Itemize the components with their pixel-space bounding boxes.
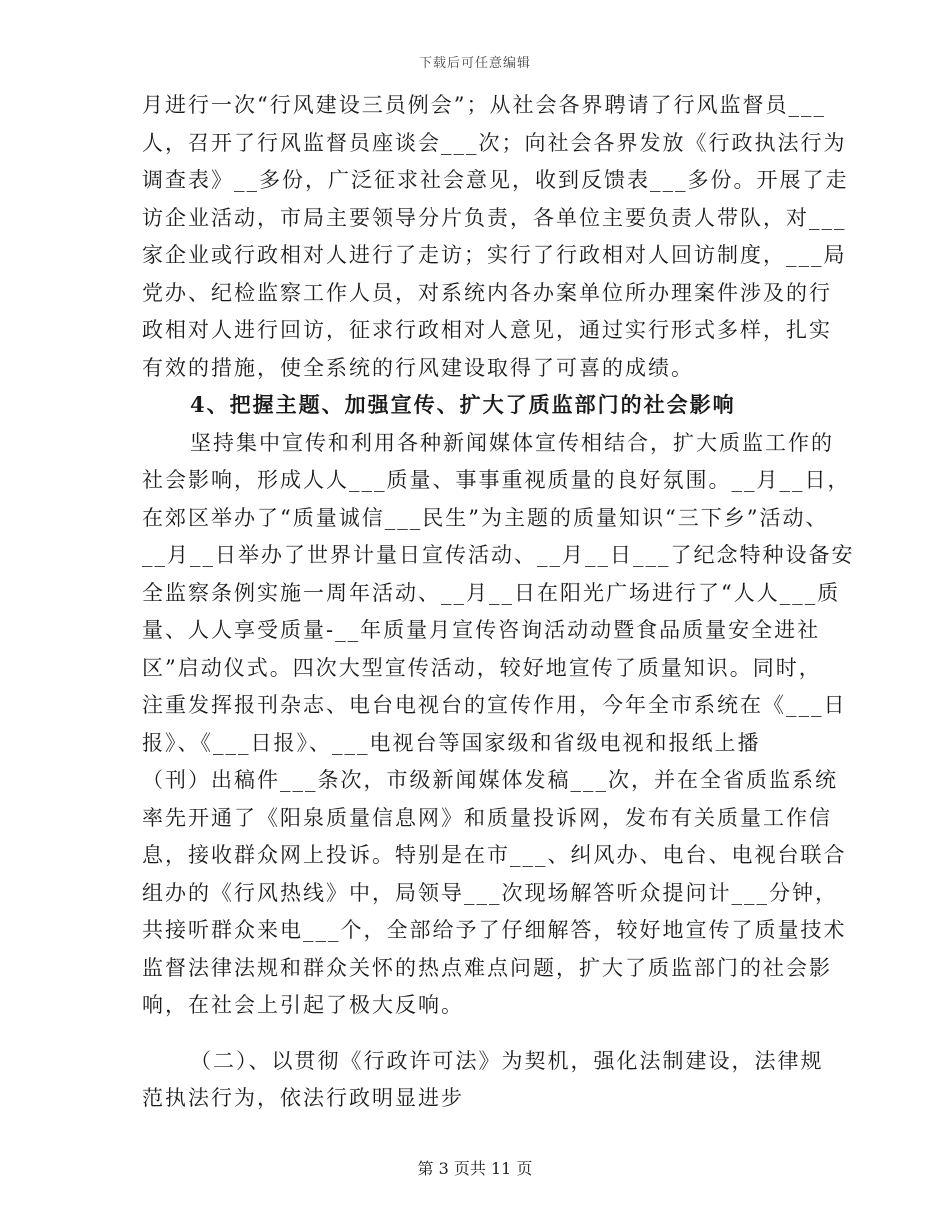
- body-line: 范执法行为，依法行政明显进步: [142, 1086, 464, 1110]
- body-line: 有效的措施，使全系统的行风建设取得了可喜的成绩。: [142, 356, 694, 380]
- body-line: 组办的《行风热线》中，局领导___次现场解答听众提问计___分钟，: [142, 881, 838, 905]
- section-heading: 4、把握主题、加强宣传、扩大了质监部门的社会影响: [190, 392, 736, 417]
- body-line: 报》、《___日报》、___电视台等国家级和省级电视和报纸上播: [142, 731, 761, 755]
- body-line: 在郊区举办了“质量诚信___民生”为主题的质量知识“三下乡”活动、: [142, 506, 829, 530]
- body-line: 社会影响，形成人人___质量、事事重视质量的良好氛围。__月__日，: [142, 468, 851, 492]
- body-line: 监督法律法规和群众关怀的热点难点问题，扩大了质监部门的社会影: [142, 956, 832, 980]
- body-line: 注重发挥报刊杂志、电台电视台的宣传作用，今年全市系统在《___日: [142, 693, 847, 717]
- body-line: 月进行一次“行风建设三员例会”；从社会各界聘请了行风监督员___: [142, 93, 826, 117]
- page-number: 第 3 页共 11 页: [417, 1159, 533, 1178]
- body-line: 家企业或行政相对人进行了走访；实行了行政相对人回访制度，___局: [142, 243, 847, 267]
- body-line: 息，接收群众网上投诉。特别是在市___、纠风办、电台、电视台联合: [142, 843, 847, 867]
- subsection-heading: （二）、以贯彻《行政许可法》为契机，强化法制建设，法律规: [190, 1049, 824, 1073]
- body-line: 调查表》__多份，广泛征求社会意见，收到反馈表___多份。开展了走: [142, 168, 849, 192]
- body-line: 政相对人进行回访，征求行政相对人意见，通过实行形式多样，扎实: [142, 318, 832, 342]
- body-line: 党办、纪检监察工作人员，对系统内各办案单位所办理案件涉及的行: [142, 281, 832, 305]
- page-header: 下载后可任意编辑: [418, 56, 531, 71]
- body-line: __月__日举办了世界计量日宣传活动、__月__日___了纪念特种设备安: [142, 543, 855, 567]
- body-line: 区”启动仪式。四次大型宣传活动，较好地宣传了质量知识。同时，: [142, 656, 822, 680]
- body-line: 共接听群众来电___个，全部给予了仔细解答，较好地宣传了质量技术: [142, 918, 847, 942]
- body-line: 坚持集中宣传和利用各种新闻媒体宣传相结合，扩大质监工作的: [190, 431, 834, 455]
- body-line: 响，在社会上引起了极大反响。: [142, 993, 464, 1017]
- body-line: 率先开通了《阳泉质量信息网》和质量投诉网，发布有关质量工作信: [142, 806, 832, 830]
- body-line: 访企业活动，市局主要领导分片负责，各单位主要负责人带队，对___: [142, 206, 847, 230]
- body-line: 全监察条例实施一周年活动、__月__日在阳光广场进行了“人人___质: [142, 581, 841, 605]
- body-line: 人，召开了行风监督员座谈会___次；向社会各界发放《行政执法行为: [142, 131, 847, 155]
- body-line: 量、人人享受质量-__年质量月宣传咨询活动动暨食品质量安全进社: [142, 618, 821, 642]
- body-line: （刊）出稿件___条次，市级新闻媒体发稿___次，并在全省质监系统: [142, 768, 838, 792]
